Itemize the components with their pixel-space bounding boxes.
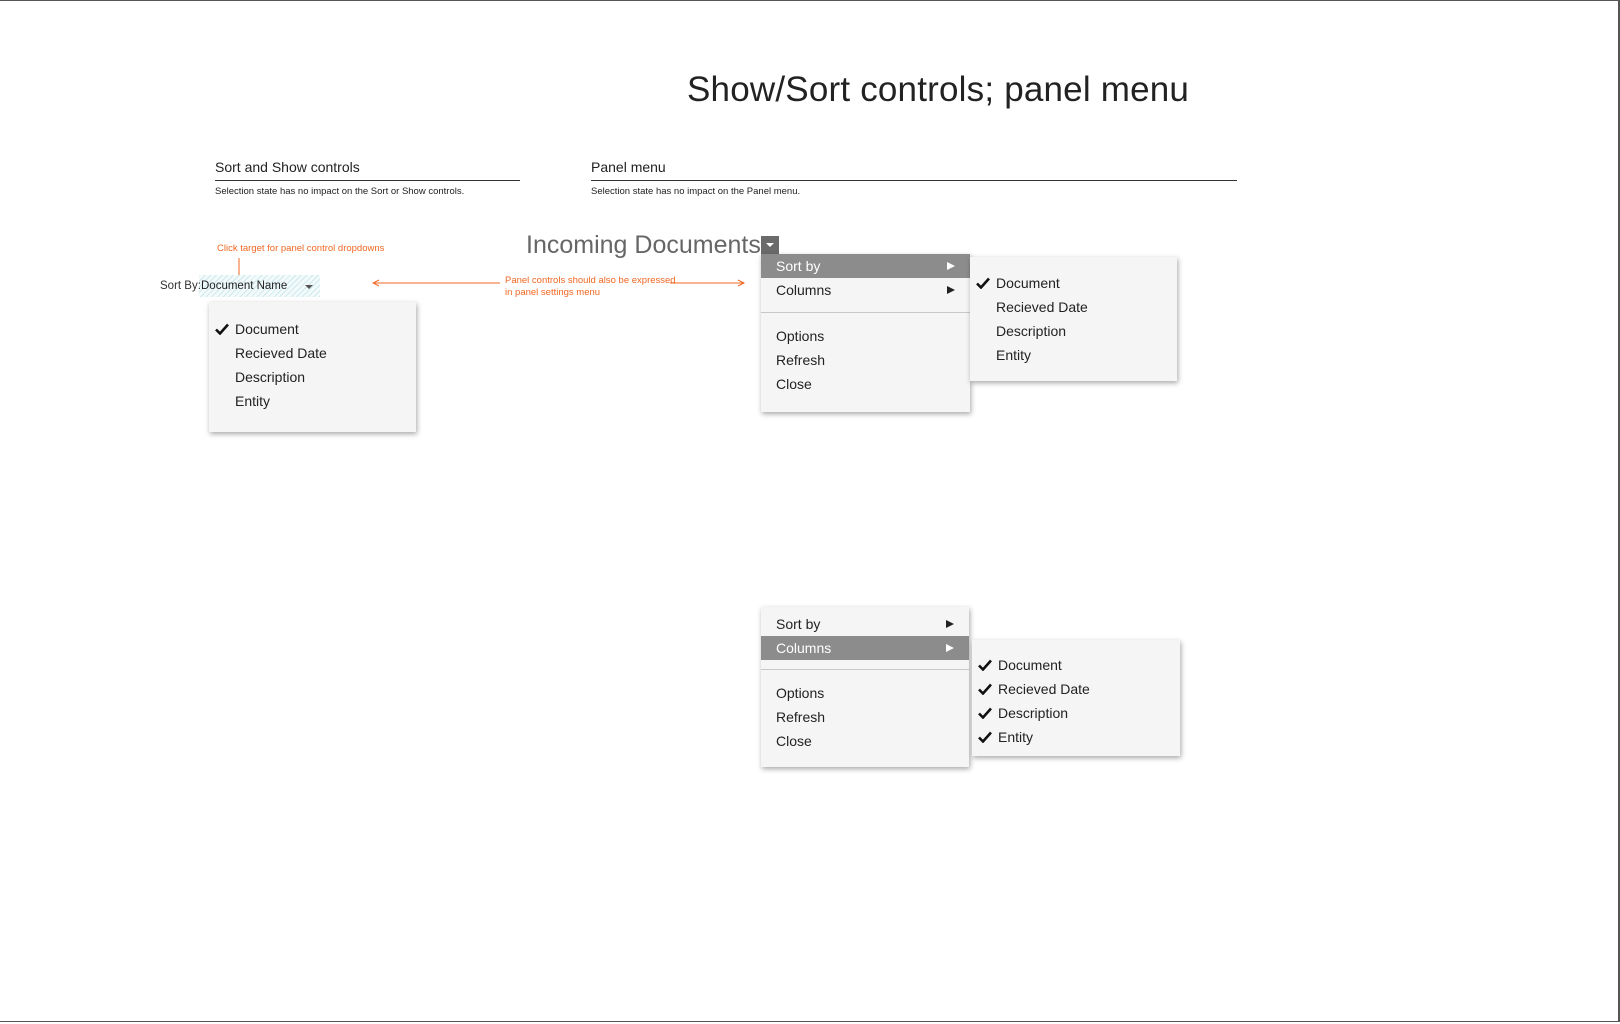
sort-option-document[interactable]: Document [209, 317, 416, 341]
menu-item-close[interactable]: Close [776, 733, 812, 749]
sort-option-recieved-date[interactable]: Recieved Date [235, 345, 327, 361]
submenu-column-recieved-date[interactable]: Recieved Date [972, 677, 1180, 701]
section-note-panel-menu: Selection state has no impact on the Panel menu. [591, 186, 801, 197]
menu-item-columns[interactable]: Columns [761, 278, 970, 302]
submenu-column-document[interactable]: Document [972, 653, 1180, 677]
columns-submenu [972, 640, 1180, 756]
checkmark-icon [978, 683, 992, 695]
section-divider-sort-show [215, 180, 520, 181]
submenu-column-description[interactable]: Description [972, 701, 1180, 725]
checkmark-icon [215, 323, 229, 335]
panel-title: Incoming Documents [526, 231, 761, 259]
sort-option-description[interactable]: Description [235, 369, 306, 385]
submenu-column-entity[interactable]: Entity [972, 725, 1180, 749]
sort-by-value[interactable]: Document Name [201, 280, 288, 292]
panel-menu-button[interactable] [761, 236, 779, 254]
annotation-panel-controls: Panel controls should also be expressed in panel settings menu [505, 275, 676, 298]
annotation-click-target: Click target for panel control dropdowns [217, 243, 385, 254]
chevron-down-icon[interactable] [305, 285, 313, 289]
frame-top-border [0, 0, 1620, 1]
page-title: Show/Sort controls; panel menu [687, 70, 1190, 109]
sort-by-submenu [970, 257, 1177, 381]
panel-menu-sort-state [761, 254, 970, 412]
menu-item-refresh[interactable]: Refresh [776, 352, 826, 368]
submenu-arrow-icon [947, 262, 955, 270]
menu-divider [761, 312, 970, 313]
submenu-sort-entity[interactable]: Entity [996, 347, 1032, 363]
checkmark-icon [978, 707, 992, 719]
sort-dropdown-menu [209, 302, 416, 432]
frame-bottom-border [0, 1021, 1620, 1022]
submenu-sort-description[interactable]: Description [996, 323, 1067, 339]
menu-divider [761, 669, 969, 670]
checkmark-icon [978, 659, 992, 671]
checkmark-icon [976, 277, 990, 289]
sort-by-label: Sort By: [160, 280, 201, 292]
section-divider-panel-menu [591, 180, 1237, 181]
submenu-sort-document[interactable]: Document [970, 271, 1177, 295]
panel-menu-columns-state [761, 607, 969, 767]
menu-item-close[interactable]: Close [776, 376, 812, 392]
menu-item-refresh[interactable]: Refresh [776, 709, 826, 725]
submenu-sort-recieved-date[interactable]: Recieved Date [996, 299, 1088, 315]
menu-item-sort-by[interactable]: Sort by [761, 254, 970, 278]
section-heading-sort-show: Sort and Show controls [215, 159, 360, 175]
section-heading-panel-menu: Panel menu [591, 159, 666, 175]
sort-option-entity[interactable]: Entity [235, 393, 271, 409]
menu-item-options[interactable]: Options [776, 685, 825, 701]
submenu-arrow-icon [946, 644, 954, 652]
submenu-arrow-icon [946, 620, 954, 628]
menu-item-sort-by[interactable]: Sort by [761, 612, 969, 636]
submenu-arrow-icon [947, 286, 955, 294]
menu-item-options[interactable]: Options [776, 328, 825, 344]
menu-item-columns[interactable]: Columns [761, 636, 969, 660]
checkmark-icon [978, 731, 992, 743]
section-note-sort-show: Selection state has no impact on the Sort or Show controls. [215, 186, 465, 197]
